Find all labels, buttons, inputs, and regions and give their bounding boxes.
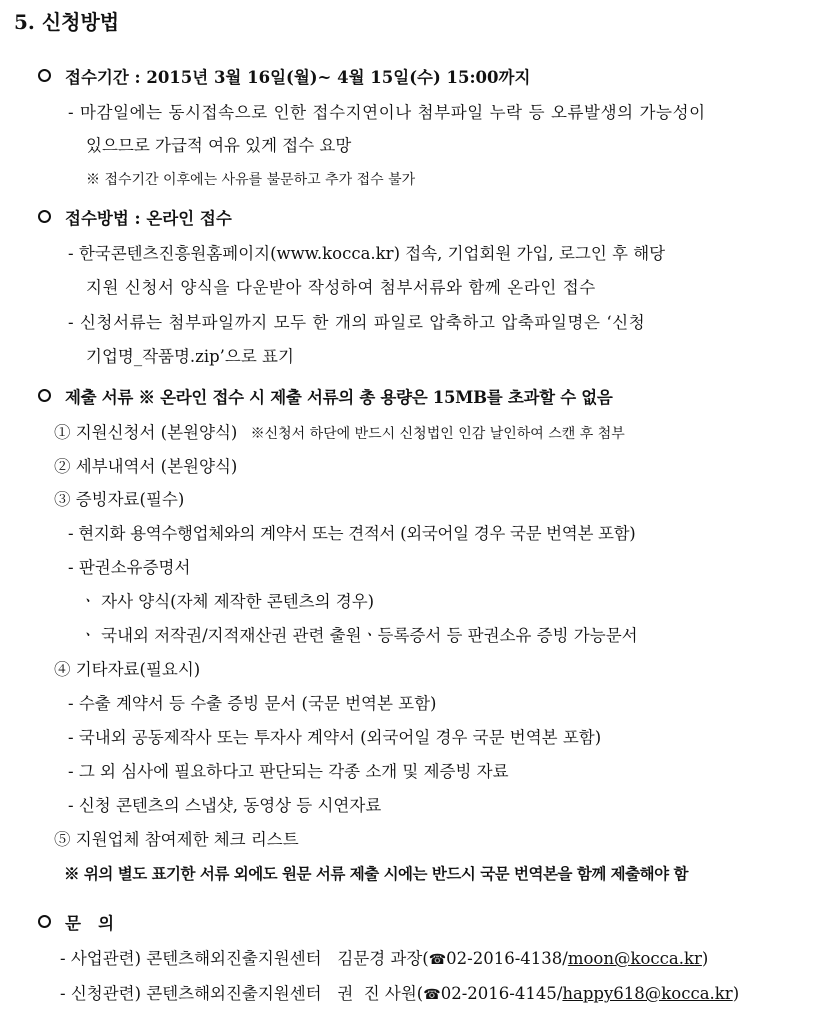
doc-item-3: ③ 증빙자료(필수) (54, 490, 185, 509)
phone-icon: ☎ (423, 987, 441, 1003)
method-line-4: 기업명_작품명.zip’으로 표기 (86, 347, 294, 366)
method-line-1: - 한국콘텐츠진흥원홈페이지(www.kocca.kr) 접속, 기업회원 가입, 로그인 후 해당 (68, 244, 666, 263)
contact-row-1-phone: 02-2016-4138/ (446, 949, 568, 968)
doc-item-3-sub-2: - 판권소유증명서 (68, 558, 191, 577)
documents-heading-text: 제출 서류 ※ 온라인 접수 시 제출 서류의 총 용량은 15MB를 초과할 수 없음 (65, 388, 613, 407)
doc-item-4: ④ 기타자료(필요시) (54, 660, 201, 679)
doc-item-5: ⑤ 지원업체 참여제한 체크 리스트 (54, 830, 299, 849)
doc-item-3-sub-2b: ㆍ 국내외 저작권/지적재산권 관련 출원ㆍ등록증서 등 판권소유 증빙 가능문서 (80, 626, 638, 645)
circle-bullet-icon (38, 389, 51, 402)
doc-item-2: ② 세부내역서 (본원양식) (54, 457, 238, 476)
contact-row-2 (60, 982, 739, 1007)
contact-row-2-email-link[interactable]: happy618@kocca.kr (562, 984, 733, 1003)
documents-final-note: ※ 위의 별도 표기한 서류 외에도 원문 서류 제출 시에는 반드시 국문 번역본을 함께 제출해야 함 (64, 864, 688, 883)
circle-bullet-icon (38, 915, 51, 928)
doc-item-4-sub-2: - 국내외 공동제작사 또는 투자사 계약서 (외국어일 경우 국문 번역본 포함) (68, 728, 602, 747)
documents-heading (38, 386, 613, 410)
doc-item-1-label: ① 지원신청서 (본원양식) (54, 423, 238, 442)
circle-bullet-icon (38, 210, 51, 223)
contact-row-2-suffix: ) (732, 984, 740, 1003)
method-line-3: - 신청서류는 첨부파일까지 모두 한 개의 파일로 압축하고 압축파일명은 ‘신청 (68, 313, 646, 332)
period-heading-text: 접수기간 : 2015년 3월 16일(월)~ 4월 15일(수) 15:00까지 (65, 68, 531, 87)
doc-item-3-sub-2a: ㆍ 자사 양식(자체 제작한 콘텐츠의 경우) (80, 592, 375, 611)
contact-row-2-phone: 02-2016-4145/ (440, 984, 563, 1003)
doc-item-1 (54, 421, 625, 446)
contact-row-1-prefix: - 사업관련) 콘텐츠해외진출지원센터 김문경 과장( (60, 949, 429, 968)
period-heading (38, 66, 530, 90)
contact-row-1 (60, 947, 708, 972)
contact-row-2-prefix: - 신청관련) 콘텐츠해외진출지원센터 권 진 사원( (60, 984, 424, 1003)
doc-item-4-sub-3: - 그 외 심사에 필요하다고 판단되는 각종 소개 및 제증빙 자료 (68, 762, 509, 781)
period-note: ※ 접수기간 이후에는 사유를 불문하고 추가 접수 불가 (86, 172, 416, 188)
contact-heading-text: 문 의 (65, 914, 115, 933)
period-line-1: - 마감일에는 동시접속으로 인한 접수지연이나 첨부파일 누락 등 오류발생의 가능성이 (68, 103, 706, 122)
phone-icon: ☎ (428, 952, 447, 968)
doc-item-3-sub-1: - 현지화 용역수행업체와의 계약서 또는 견적서 (외국어일 경우 국문 번역본 포함) (68, 524, 636, 543)
doc-item-4-sub-4: - 신청 콘텐츠의 스냅샷, 동영상 등 시연자료 (68, 796, 382, 815)
doc-item-1-note: ※신청서 하단에 반드시 신청법인 인감 날인하여 스캔 후 첨부 (250, 426, 625, 442)
doc-item-4-sub-1: - 수출 계약서 등 수출 증빙 문서 (국문 번역본 포함) (68, 694, 437, 713)
circle-bullet-icon (38, 69, 51, 82)
method-heading-text: 접수방법 : 온라인 접수 (65, 209, 232, 228)
method-heading (38, 207, 232, 231)
contact-heading (38, 912, 114, 936)
contact-row-1-suffix: ) (701, 949, 709, 968)
period-line-2: 있으므로 가급적 여유 있게 접수 요망 (86, 136, 352, 155)
section-title: 5. 신청방법 (14, 10, 120, 34)
contact-row-1-email-link[interactable]: moon@kocca.kr (567, 949, 702, 968)
method-line-2: 지원 신청서 양식을 다운받아 작성하여 첨부서류와 함께 온라인 접수 (86, 278, 596, 297)
